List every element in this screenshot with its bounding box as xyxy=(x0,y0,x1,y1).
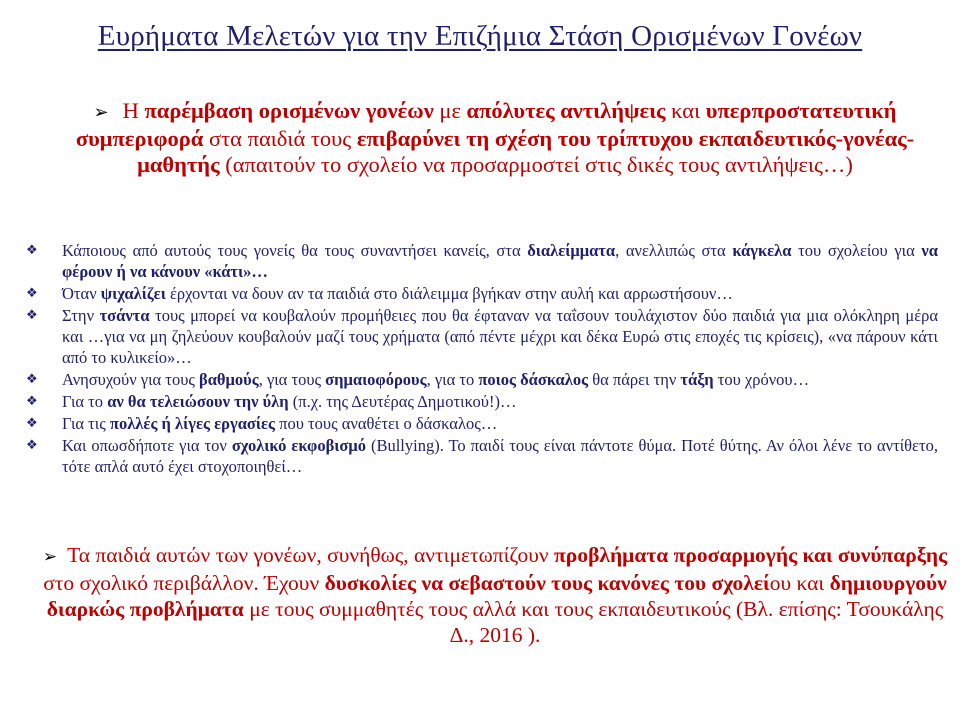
text-run: στα παιδιά τους xyxy=(203,126,357,151)
text-run: Τα παιδιά αυτών των γονέων, συνήθως, αντιμετωπίζουν xyxy=(67,543,555,567)
diamond-bullet-icon: ❖ xyxy=(26,308,38,323)
text-run: δημιουργούν διαρκώς προβλήματα xyxy=(46,571,947,621)
list-item xyxy=(26,369,938,390)
text-run: παρέμβαση ορισμένων γονέων xyxy=(144,98,434,123)
list-item xyxy=(26,305,938,368)
list-item xyxy=(26,240,938,282)
text-run: ψιχαλίζει xyxy=(100,284,166,303)
text-run: βαθμούς xyxy=(199,370,259,389)
diamond-bullet-icon: ❖ xyxy=(26,394,38,409)
text-run: επιβαρύνει τη σχέση του τρίπτυχου εκπαιδευτικός-γονέας-μαθητής xyxy=(137,126,915,177)
text-run: του χρόνου… xyxy=(713,370,810,389)
text-run: Όταν xyxy=(62,284,101,303)
text-run: προβλήματα προσαρμογής και συνύπαρξης xyxy=(554,543,948,567)
findings-list xyxy=(26,240,938,478)
text-run: να φέρουν ή να κάνουν «κάτι»… xyxy=(62,241,938,281)
diamond-bullet-icon: ❖ xyxy=(26,438,38,453)
text-run: αν θα τελειώσουν την ύλη xyxy=(107,392,289,411)
intro-text xyxy=(76,98,914,177)
text-run: δυσκολίες να σεβαστούν τους κανόνες του σχολεί xyxy=(324,571,770,595)
text-run: Και οπωσδήποτε για τον xyxy=(62,436,232,455)
text-run: με τους συμμαθητές τους αλλά και τους εκπαιδευτικούς xyxy=(243,597,737,621)
text-run: διαλείμματα xyxy=(527,241,616,260)
text-run: τσάντα xyxy=(99,306,150,325)
text-run: Ανησυχούν για τους xyxy=(62,370,200,389)
text-run: , ανελλιπώς στα xyxy=(615,241,733,260)
text-run: με xyxy=(433,98,467,123)
text-run: τους μπορεί να κουβαλούν προμήθειες που θα έφταναν να ταΐσουν τουλάχιστον δύο παιδιά για μια ολόκληρη μέρα και …για να μη ζηλεύουν κουβαλούν μαζί τους χρήματα (από πέντε μέχρι και δέκα Ευρώ στις εποχές τις κρίσεις), «να πάρουν κάτι από το κυλικείο»… xyxy=(62,306,939,367)
text-run: στο σχολικό περιβάλλον. Έχουν xyxy=(43,571,325,595)
text-run: (απαιτούν το σχολείο να προσαρμοστεί στις δικές τους αντιλήψεις…) xyxy=(219,152,853,177)
text-run: και xyxy=(665,98,706,123)
text-run: , για το xyxy=(426,370,479,389)
text-run: σημαιοφόρους xyxy=(325,370,427,389)
text-run: (π.χ. της Δευτέρας Δημοτικού!)… xyxy=(288,392,517,411)
text-run: υπερπροστατευτική συμπεριφορά xyxy=(75,98,897,151)
text-run: έρχονται να δουν αν τα παιδιά στο διάλειμμα βγήκαν στην αυλή και αρρωστήσουν… xyxy=(165,284,733,303)
text-run: (Βλ. επίσης: Τσουκάλης Δ., 2016 ). xyxy=(449,597,944,647)
text-run: ποιος δάσκαλος xyxy=(478,370,589,389)
diamond-bullet-icon: ❖ xyxy=(26,243,38,258)
text-run: Για το xyxy=(62,392,108,411)
intro-paragraph xyxy=(60,98,930,178)
text-run: Για τις xyxy=(62,414,110,433)
list-item xyxy=(26,435,938,477)
text-run: Στην xyxy=(62,306,100,325)
slide-title: Ευρήματα Μελετών για την Επιζήμια Στάση Ορισμένων Γονέων xyxy=(97,20,863,52)
text-run: ου και xyxy=(769,571,830,595)
list-item xyxy=(26,413,938,434)
list-item xyxy=(26,391,938,412)
text-run: Η xyxy=(122,98,145,123)
text-run: σχολικό εκφοβισμό xyxy=(231,436,366,455)
conclusion-paragraph xyxy=(40,542,950,648)
text-run: που τους αναθέτει ο δάσκαλος… xyxy=(275,414,498,433)
text-run: κάγκελα xyxy=(732,241,792,260)
diamond-bullet-icon: ❖ xyxy=(26,416,38,431)
text-run: απόλυτες αντιλήψεις xyxy=(466,98,666,123)
text-run: τάξη xyxy=(680,370,714,389)
text-run: του σχολείου για xyxy=(791,241,922,260)
text-run: θα πάρει την xyxy=(588,370,681,389)
text-run: Κάποιους από αυτούς τους γονείς θα τους συναντήσει κανείς, στα xyxy=(62,241,528,260)
diamond-bullet-icon: ❖ xyxy=(26,372,38,387)
diamond-bullet-icon: ❖ xyxy=(26,286,38,301)
arrow-bullet-icon: ➢ xyxy=(42,547,58,567)
arrow-bullet-icon: ➢ xyxy=(93,102,109,123)
conclusion-text xyxy=(43,543,947,647)
text-run: , για τους xyxy=(258,370,326,389)
list-item xyxy=(26,283,938,304)
text-run: (Bullying). Το παιδί τους είναι πάντοτε θύμα. Ποτέ θύτης. Αν όλοι λένε το αντίθετο, τότε απλά αυτό έχει στοχοποιηθεί… xyxy=(62,436,938,476)
text-run: πολλές ή λίγες εργασίες xyxy=(109,414,276,433)
